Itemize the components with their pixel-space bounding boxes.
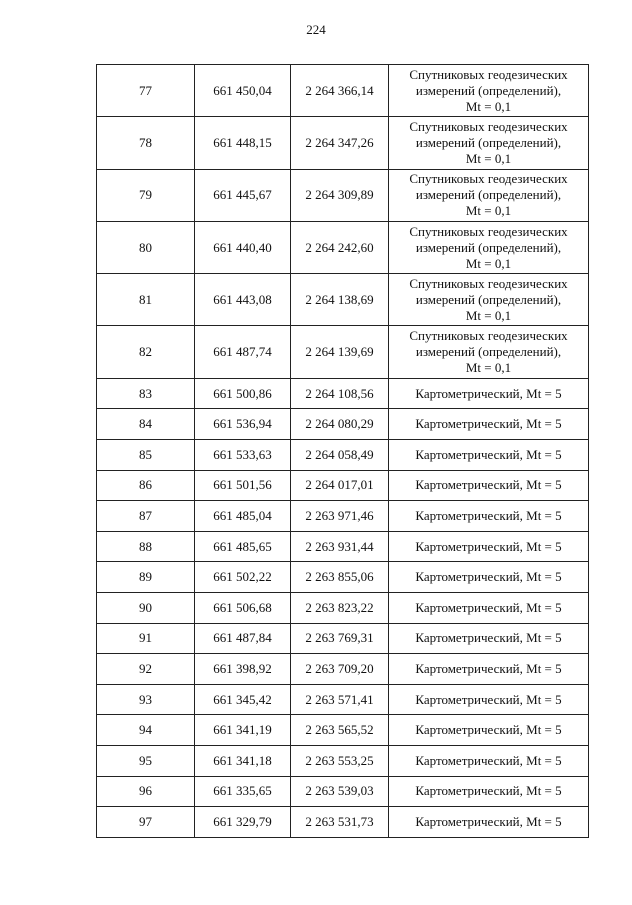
x-coordinate-cell: 661 443,08 [195,274,291,326]
x-coordinate-cell: 661 445,67 [195,169,291,221]
x-coordinate-cell: 661 345,42 [195,684,291,715]
table-row [97,65,589,117]
x-coordinate-cell: 661 487,74 [195,326,291,378]
coordinates-table-body [97,65,589,838]
method-cell: Картометрический, Mt = 5 [389,378,589,409]
table-row [97,439,589,470]
point-number-cell: 97 [97,807,195,838]
page-number: 224 [306,22,326,37]
table-row [97,378,589,409]
y-coordinate-cell: 2 263 531,73 [291,807,389,838]
x-coordinate-cell: 661 500,86 [195,378,291,409]
table-row [97,745,589,776]
method-cell: Картометрический, Mt = 5 [389,623,589,654]
point-number-cell: 96 [97,776,195,807]
method-cell: Картометрический, Mt = 5 [389,470,589,501]
method-cell: Картометрический, Mt = 5 [389,715,589,746]
method-cell: Спутниковых геодезических измерений (определений), Mt = 0,1 [389,65,589,117]
table-row [97,623,589,654]
coordinates-table [96,64,589,838]
x-coordinate-cell: 661 485,65 [195,531,291,562]
method-cell: Картометрический, Mt = 5 [389,807,589,838]
table-row [97,326,589,378]
y-coordinate-cell: 2 264 017,01 [291,470,389,501]
method-cell: Спутниковых геодезических измерений (определений), Mt = 0,1 [389,117,589,169]
method-cell: Картометрический, Mt = 5 [389,531,589,562]
point-number-cell: 85 [97,439,195,470]
table-row [97,592,589,623]
y-coordinate-cell: 2 264 347,26 [291,117,389,169]
x-coordinate-cell: 661 335,65 [195,776,291,807]
x-coordinate-cell: 661 485,04 [195,501,291,532]
point-number-cell: 94 [97,715,195,746]
method-cell: Картометрический, Mt = 5 [389,776,589,807]
method-cell: Картометрический, Mt = 5 [389,654,589,685]
method-cell: Картометрический, Mt = 5 [389,592,589,623]
x-coordinate-cell: 661 450,04 [195,65,291,117]
table-row [97,776,589,807]
point-number-cell: 91 [97,623,195,654]
method-cell: Спутниковых геодезических измерений (определений), Mt = 0,1 [389,221,589,273]
y-coordinate-cell: 2 263 553,25 [291,745,389,776]
method-cell: Спутниковых геодезических измерений (определений), Mt = 0,1 [389,274,589,326]
method-cell: Спутниковых геодезических измерений (определений), Mt = 0,1 [389,326,589,378]
table-row [97,684,589,715]
x-coordinate-cell: 661 506,68 [195,592,291,623]
y-coordinate-cell: 2 264 108,56 [291,378,389,409]
point-number-cell: 78 [97,117,195,169]
table-row [97,117,589,169]
table-row [97,274,589,326]
table-row [97,470,589,501]
point-number-cell: 79 [97,169,195,221]
point-number-cell: 92 [97,654,195,685]
point-number-cell: 95 [97,745,195,776]
point-number-cell: 86 [97,470,195,501]
x-coordinate-cell: 661 329,79 [195,807,291,838]
y-coordinate-cell: 2 264 366,14 [291,65,389,117]
method-cell: Картометрический, Mt = 5 [389,501,589,532]
point-number-cell: 93 [97,684,195,715]
method-cell: Спутниковых геодезических измерений (определений), Mt = 0,1 [389,169,589,221]
point-number-cell: 82 [97,326,195,378]
y-coordinate-cell: 2 263 709,20 [291,654,389,685]
point-number-cell: 84 [97,409,195,440]
method-cell: Картометрический, Mt = 5 [389,409,589,440]
table-row [97,562,589,593]
y-coordinate-cell: 2 264 139,69 [291,326,389,378]
point-number-cell: 90 [97,592,195,623]
y-coordinate-cell: 2 263 769,31 [291,623,389,654]
y-coordinate-cell: 2 264 242,60 [291,221,389,273]
point-number-cell: 80 [97,221,195,273]
y-coordinate-cell: 2 264 309,89 [291,169,389,221]
y-coordinate-cell: 2 264 058,49 [291,439,389,470]
x-coordinate-cell: 661 501,56 [195,470,291,501]
x-coordinate-cell: 661 448,15 [195,117,291,169]
point-number-cell: 88 [97,531,195,562]
table-row [97,221,589,273]
y-coordinate-cell: 2 263 931,44 [291,531,389,562]
y-coordinate-cell: 2 263 855,06 [291,562,389,593]
point-number-cell: 77 [97,65,195,117]
point-number-cell: 81 [97,274,195,326]
method-cell: Картометрический, Mt = 5 [389,562,589,593]
y-coordinate-cell: 2 263 971,46 [291,501,389,532]
point-number-cell: 89 [97,562,195,593]
y-coordinate-cell: 2 263 539,03 [291,776,389,807]
x-coordinate-cell: 661 533,63 [195,439,291,470]
table-row [97,501,589,532]
x-coordinate-cell: 661 502,22 [195,562,291,593]
y-coordinate-cell: 2 263 565,52 [291,715,389,746]
table-row [97,807,589,838]
table-row [97,409,589,440]
point-number-cell: 83 [97,378,195,409]
y-coordinate-cell: 2 264 080,29 [291,409,389,440]
x-coordinate-cell: 661 536,94 [195,409,291,440]
y-coordinate-cell: 2 264 138,69 [291,274,389,326]
x-coordinate-cell: 661 440,40 [195,221,291,273]
x-coordinate-cell: 661 341,18 [195,745,291,776]
table-row [97,169,589,221]
method-cell: Картометрический, Mt = 5 [389,745,589,776]
table-row [97,531,589,562]
table-row [97,654,589,685]
point-number-cell: 87 [97,501,195,532]
method-cell: Картометрический, Mt = 5 [389,439,589,470]
x-coordinate-cell: 661 487,84 [195,623,291,654]
y-coordinate-cell: 2 263 823,22 [291,592,389,623]
y-coordinate-cell: 2 263 571,41 [291,684,389,715]
table-row [97,715,589,746]
method-cell: Картометрический, Mt = 5 [389,684,589,715]
x-coordinate-cell: 661 398,92 [195,654,291,685]
x-coordinate-cell: 661 341,19 [195,715,291,746]
